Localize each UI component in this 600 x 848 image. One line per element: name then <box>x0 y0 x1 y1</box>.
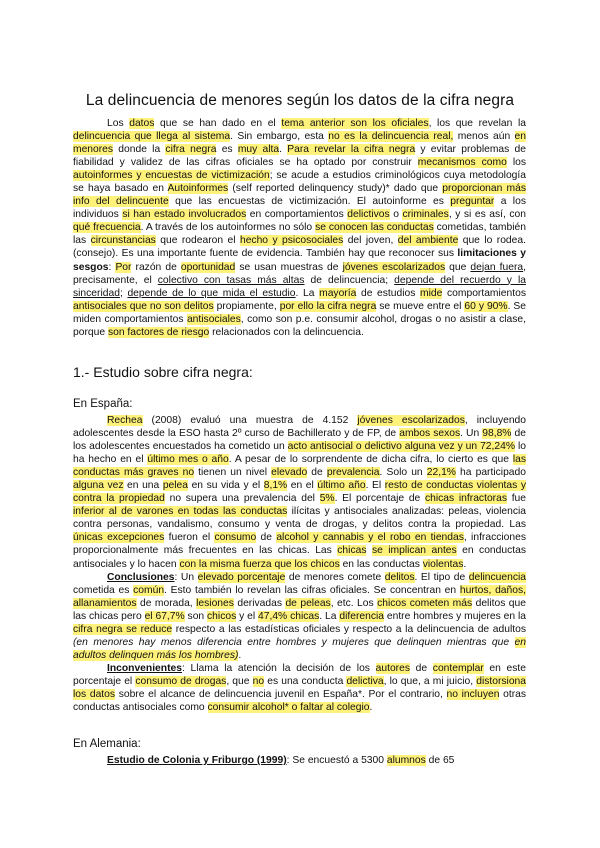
text-run: son factores de riesgo <box>107 326 210 338</box>
text-run: , que <box>226 675 253 687</box>
text-run: delincuencia que llega al sistema <box>73 131 231 143</box>
text-run: criminales <box>402 209 449 221</box>
text-run: en adultos delinquen más los hombres) <box>73 636 526 661</box>
text-run: con la misma fuerza que los chicos <box>179 558 340 570</box>
text-run: las conductas más graves no <box>73 454 526 479</box>
text-run: Conclusiones <box>107 571 175 583</box>
text-run: el 67,7% <box>144 610 185 622</box>
text-run: último año <box>317 480 366 492</box>
text-run: autoinformes y encuestas de victimización <box>73 170 270 182</box>
text-run: de estudios <box>356 287 421 299</box>
text-run: tema anterior son los oficiales <box>281 118 429 129</box>
text-run: de delincuencia; <box>304 274 395 286</box>
text-run: chicos <box>207 610 237 622</box>
text-run: o <box>389 209 403 221</box>
text-run: por ello la cifra negra <box>279 300 377 312</box>
text-run: . A través de los autoinformes no sólo <box>140 222 316 234</box>
text-run: propiamente, <box>213 300 280 312</box>
text-run: , y si es así, con <box>448 209 526 221</box>
text-run: comportamientos <box>442 287 526 299</box>
text-run: donde la <box>113 144 166 156</box>
text-run: . <box>238 649 242 661</box>
text-run: que se han dado en el <box>154 118 282 129</box>
text-run: jóvenes escolarizados <box>357 415 465 426</box>
text-run: de <box>307 467 327 479</box>
text-run: Rechea <box>107 415 143 426</box>
text-run: consumir alcohol* o faltar al colegio <box>207 702 370 714</box>
text-run: de menores comete <box>285 571 385 583</box>
text-run: Autoinformes <box>167 183 229 195</box>
text-run: común <box>133 584 165 596</box>
text-run: , lo que, a mi juicio, <box>383 675 477 687</box>
text-run: cometidas, también las <box>73 222 526 247</box>
text-run: Por <box>115 261 132 273</box>
text-run: de 65 <box>425 755 455 766</box>
text-run: hurtos, daños, allanamientos <box>73 584 526 609</box>
text-run: último mes o año <box>147 454 229 466</box>
text-run: hecho y psicosociales <box>239 235 344 247</box>
text-run: prevalencia <box>326 467 380 479</box>
text-run: alguna vez <box>73 480 124 492</box>
document-title: La delincuencia de menores según los datos de la cifra negra <box>85 92 515 109</box>
text-run: circunstancias <box>90 235 156 247</box>
text-run: cifra negra se reduce <box>73 623 173 635</box>
text-run: diferencia <box>339 610 384 622</box>
text-run: muy alta <box>237 144 280 156</box>
text-run: , los que revelan la <box>428 118 527 129</box>
text-run: dejan fuera <box>470 261 524 273</box>
text-run: alumnos <box>386 755 426 766</box>
text-run: cometida es <box>73 584 134 596</box>
germany-study-paragraph <box>73 754 526 767</box>
text-run: , como son p.e. consumir alcohol, drogas o no asistir a clase, porque <box>73 313 526 338</box>
text-run: lo ha hecho en el <box>73 441 526 466</box>
text-run: en el <box>287 480 318 492</box>
text-run: en menores <box>73 131 526 156</box>
text-run: de peleas <box>285 597 331 609</box>
text-run: . <box>463 558 467 570</box>
text-run: derivadas <box>233 597 286 609</box>
text-run: (self reported delinquency study)* dado que <box>228 183 443 195</box>
text-run: entre hombres y mujeres en la <box>384 610 527 622</box>
text-run: , precisamente, el <box>73 261 527 286</box>
text-run: . Esto también lo revelan las cifras oficiales. Se concentran en <box>164 584 460 596</box>
subheading-spain: En España: <box>73 398 133 410</box>
text-run: mayoría <box>319 287 357 299</box>
text-run: chicos cometen más <box>377 597 473 609</box>
text-run: colectivo con tasas más altas <box>157 274 305 286</box>
text-run: . El tipo de <box>414 571 469 583</box>
intro-paragraph <box>73 117 526 339</box>
text-run: es <box>216 144 238 156</box>
text-run: oportunidad <box>180 261 236 273</box>
text-run: chicas <box>337 545 367 557</box>
text-run: qué frecuencia <box>73 222 141 234</box>
text-run: cifra negra <box>165 144 217 156</box>
text-run: ambos sexos <box>399 428 461 440</box>
text-run: . Se miden comportamientos <box>73 300 527 325</box>
text-run: (en menores hay menos diferencia entre hombres y mujeres que delinquen mientras que <box>73 636 515 648</box>
text-run: ; <box>119 287 128 299</box>
text-run: del joven, <box>343 235 398 247</box>
text-run: mide <box>420 287 443 299</box>
text-run: se usan muestras de <box>235 261 343 273</box>
text-run: fue <box>506 493 527 505</box>
text-run: se conocen las conductas <box>315 222 434 234</box>
text-run: de <box>256 532 277 544</box>
text-run: . A pesar de lo sorprendente de dicha cifra, lo cierto es que <box>228 454 513 466</box>
text-run: antisociales que no son delitos <box>73 300 214 312</box>
text-run: son <box>184 610 208 622</box>
text-run: : Un <box>174 571 198 583</box>
section-heading-cifra-negra: 1.- Estudio sobre cifra negra: <box>73 364 253 380</box>
text-run: depende del recuerdo y la sinceridad <box>73 274 526 299</box>
text-run: si han estado involucrados <box>122 209 247 221</box>
text-run: delincuencia <box>468 571 527 583</box>
text-run: 8,1% <box>263 480 288 492</box>
text-run: que <box>445 261 471 273</box>
text-run: : <box>108 261 116 273</box>
text-run: chicas infractoras <box>425 493 507 505</box>
text-run: y evitar problemas de fiabilidad y validez de las cifras oficiales se ha optado por construir <box>73 144 526 169</box>
text-run: delitos que las chicas pero <box>73 597 526 622</box>
text-run: en su vida y el <box>188 480 264 492</box>
text-run: distorsiona los datos <box>73 675 527 700</box>
text-run: : Se encuestó a 5300 <box>286 755 387 766</box>
text-run: otras conductas antisociales como <box>73 688 527 714</box>
text-run: ilícitas y antisociales analizadas: peleas, violencia contra personas, vandalismo, consumo y venta de drogas, y delitos contra la propiedad. Las <box>73 506 526 531</box>
text-run: 98,8% <box>482 428 512 440</box>
text-run: relacionados con la delincuencia. <box>209 326 364 338</box>
text-run: . Un <box>460 428 483 440</box>
text-run: violentas <box>422 558 464 570</box>
text-run: ; se acude a estudios criminológicos cuya metodología se haya basado en <box>73 170 526 195</box>
text-run: en una <box>123 480 163 492</box>
text-run: acto antisocial o delictivo alguna vez y un 72,24% <box>287 441 516 453</box>
text-run: Para revelar la cifra negra <box>287 144 416 156</box>
text-run: en comportamientos <box>246 209 348 221</box>
text-run: : Llama la atención la decisión de los <box>181 662 376 674</box>
text-run: (2008) evaluó una muestra de 4.152 <box>142 415 358 426</box>
text-run: elevado porcentaje <box>197 571 286 583</box>
text-run: es una conducta <box>264 675 347 687</box>
text-run: que lo rodea. (consejo). Es una importante fuente de evidencia. También hay que reconocer sus <box>73 235 526 260</box>
text-run: sobre el alcance de delincuencia juvenil en España*. Por el contrario, <box>115 688 447 700</box>
germany-section <box>73 754 526 767</box>
text-run: se implican antes <box>371 545 457 557</box>
text-run: lesiones <box>196 597 234 609</box>
text-run: datos <box>129 118 155 129</box>
text-run: Los <box>107 118 130 129</box>
text-run: y el <box>236 610 259 622</box>
spain-drawbacks-paragraph <box>73 662 526 714</box>
spain-study-paragraph <box>73 414 526 571</box>
text-run: no supera una prevalencia del <box>164 493 320 505</box>
text-run: fueron el <box>164 532 215 544</box>
text-run: razón de <box>131 261 181 273</box>
text-run: delictivos <box>347 209 390 221</box>
text-run: elevado <box>271 467 308 479</box>
text-run: . <box>369 702 373 714</box>
text-run: 47,4% chicas <box>258 610 320 622</box>
text-run: de los adolescentes encuestados ha cometido un <box>73 428 526 453</box>
text-run: ha participado <box>455 467 526 479</box>
text-run: , incluyendo adolescentes desde la ESO hasta 2º curso de Bachillerato y de FP, de <box>73 415 526 440</box>
text-run: tienen un nivel <box>194 467 272 479</box>
intro-text <box>73 117 526 339</box>
text-run: contemplar <box>432 662 484 674</box>
text-run: menos aún <box>453 131 515 143</box>
text-run: proporcionan más info del delincuente <box>73 183 526 208</box>
text-run: consumo de drogas <box>135 675 227 687</box>
text-run: resto de conductas violentas y contra la propiedad <box>73 480 526 505</box>
text-run: , infracciones proporcionalmente más frecuentes en las chicas. Las <box>73 532 527 557</box>
text-run: . Sin embargo, esta <box>230 131 329 143</box>
text-run: Inconvenientes <box>107 662 182 674</box>
text-run: consumo <box>214 532 257 544</box>
text-run: alcohol y cannabis y el robo en tiendas <box>276 532 464 544</box>
text-run: limitaciones y sesgos <box>73 248 526 273</box>
text-run: únicas excepciones <box>73 532 165 544</box>
text-run: de <box>409 662 433 674</box>
spain-section <box>73 414 526 714</box>
text-run: depende de lo que mida el estudio <box>127 287 296 299</box>
text-run: a los individuos <box>73 196 526 221</box>
text-run: delitos <box>384 571 415 583</box>
text-run: no <box>252 675 265 687</box>
text-run: . La <box>295 287 320 299</box>
text-run: preguntar <box>450 196 495 208</box>
text-run: antisociales <box>186 313 241 325</box>
text-run: . <box>279 144 288 156</box>
text-run: los <box>506 157 527 169</box>
text-run: . El <box>365 480 385 492</box>
text-run: delictiva <box>346 675 384 687</box>
text-run: . Solo un <box>379 467 427 479</box>
text-run: mecanismos como <box>417 157 507 169</box>
text-run: del ambiente <box>397 235 459 247</box>
text-run: , etc. Los <box>330 597 378 609</box>
text-run: que rodearon el <box>155 235 240 247</box>
text-run: no es la delincuencia real, <box>328 131 454 143</box>
text-run: . La <box>319 610 340 622</box>
text-run: . El porcentaje de <box>334 493 425 505</box>
text-run: de morada, <box>136 597 197 609</box>
text-run: 60 y 90% <box>464 300 508 312</box>
text-run: Estudio de Colonia y Friburgo (1999) <box>107 755 287 766</box>
text-run: que las encuestas de victimización. El autoinforme es <box>168 196 451 208</box>
text-run: pelea <box>162 480 189 492</box>
text-run: se mueve entre el <box>376 300 465 312</box>
text-run: en conductas antisociales y lo hacen <box>73 545 526 570</box>
text-run: en las conductas <box>339 558 423 570</box>
text-run: autores <box>375 662 410 674</box>
spain-conclusions-paragraph <box>73 571 526 662</box>
text-run: 22,1% <box>426 467 456 479</box>
text-run: respecto a las estadísticas oficiales y respecto a la delincuencia de adultos <box>172 623 526 635</box>
subheading-germany: En Alemania: <box>73 738 141 750</box>
text-run: en este porcentaje el <box>73 662 526 687</box>
text-run: inferior al de varones en todas las conductas <box>73 506 288 518</box>
text-run: 5% <box>319 493 335 505</box>
text-run: no incluyen <box>446 688 500 700</box>
text-run: jóvenes escolarizados <box>342 261 446 273</box>
